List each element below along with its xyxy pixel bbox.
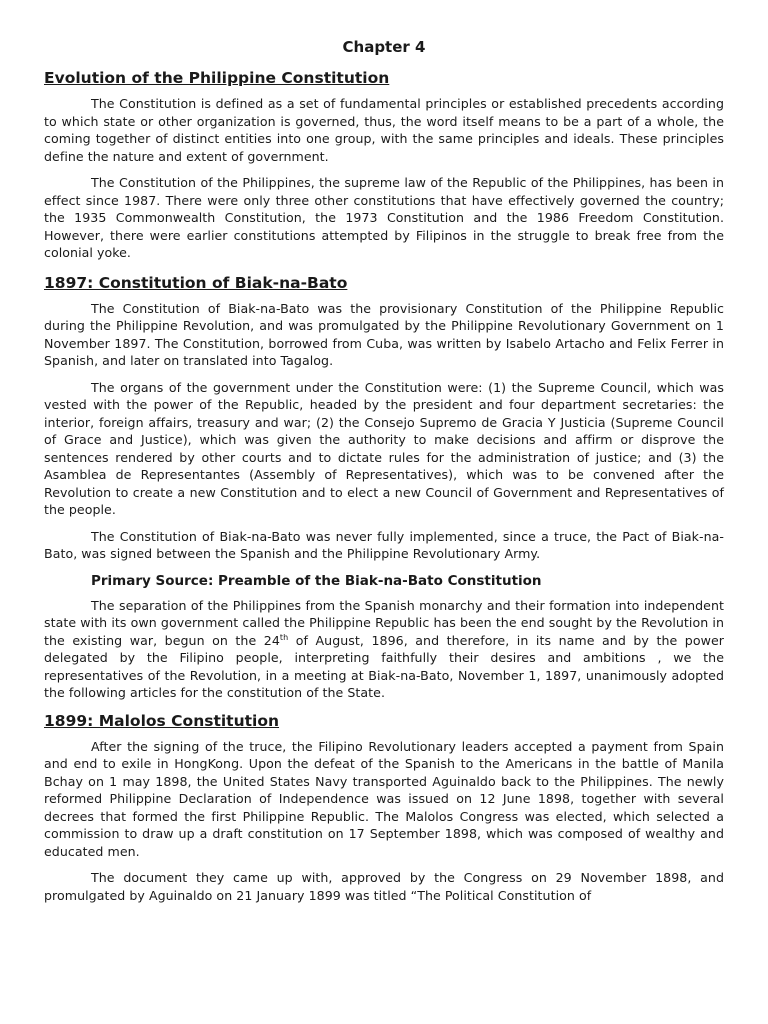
preamble-text-a: The separation of the Philippines from the Spanish monarchy and their formation into independent state with its own government called the Philippine Republic has been the end sought by the Revolution in the existing war, begun on the 24: [44, 597, 724, 648]
paragraph: The document they came up with, approved by the Congress on 29 November 1898, and promulgated by Aguinaldo on 21 January 1899 was titled “The Political Constitution of: [44, 870, 724, 903]
section-heading-malolos: 1899: Malolos Constitution: [44, 711, 280, 730]
section-heading-biak-na-bato: 1897: Constitution of Biak-na-Bato: [44, 273, 348, 292]
preamble-paragraph: [44, 597, 724, 702]
chapter-title: Chapter 4: [342, 38, 426, 56]
paragraph: The Constitution of Biak-na-Bato was the provisionary Constitution of the Philippine Republic during the Philippine Revolution, and was promulgated by the Philippine Revolutionary Government on 1 November 1897. The Constitution, borrowed from Cuba, was written by Isabelo Artacho and Felix Ferrer in Spanish, and later on translated into Tagalog.: [44, 300, 724, 368]
paragraph: The Constitution is defined as a set of fundamental principles or established precedents according to which state or other organization is governed, thus, the word itself means to be a part of a whole, the coming together of distinct entities into one group, with the same principles and ideals. These principles define the nature and extent of government.: [44, 96, 724, 164]
paragraph: After the signing of the truce, the Filipino Revolutionary leaders accepted a payment from Spain and end to exile in HongKong. Upon the defeat of the Spanish to the Americans in the battle of Manila Bchay on 1 may 1898, the United States Navy transported Aguinaldo back to the Philippines. The newly reformed Philippine Declaration of Independence was issued on 12 June 1898, together with several decrees that formed the first Philippine Republic. The Malolos Congress was elected, which selected a commission to draw up a draft constitution on 17 September 1898, which was composed of wealthy and educated men.: [44, 738, 724, 859]
preamble-text-b: of August, 1896, and therefore, in its name and by the power delegated by the Filipino people, interpreting faithfully their desires and ambitions , we the representatives of the Revolution, in a meeting at Biak-na-Bato, November 1, 1897, unanimously adopted the following articles for the constitution of the State.: [44, 632, 724, 700]
ordinal-suffix: th: [279, 632, 289, 642]
section-heading-evolution: Evolution of the Philippine Constitution: [44, 69, 390, 87]
paragraph: The Constitution of Biak-na-Bato was never fully implemented, since a truce, the Pact of Biak-na-Bato, was signed between the Spanish and the Philippine Revolutionary Army.: [44, 528, 724, 561]
paragraph: The Constitution of the Philippines, the supreme law of the Republic of the Philippines, has been in effect since 1987. There were only three other constitutions that have effectively governed the country; the 1935 Commonwealth Constitution, the 1973 Constitution and the 1986 Freedom Constitution. However, there were earlier constitutions attempted by Filipinos in the struggle to break free from the colonial yoke.: [44, 175, 724, 260]
paragraph: The organs of the government under the Constitution were: (1) the Supreme Council, which was vested with the power of the Republic, headed by the president and four department secretaries: the interior, foreign affairs, treasury and war; (2) the Consejo Supremo de Gracia Y Justicia (Supreme Council of Grace and Justice), which was given the authority to make decisions and affirm or disprove the sentences rendered by other courts and to dictate rules for the administration of justice; and (3) the Asamblea de Representantes (Assembly of Representatives), which was to be convened after the Revolution to create a new Constitution and to elect a new Council of Government and Representatives of the people.: [44, 379, 724, 517]
primary-source-heading: Primary Source: Preamble of the Biak-na-Bato Constitution: [91, 572, 542, 589]
